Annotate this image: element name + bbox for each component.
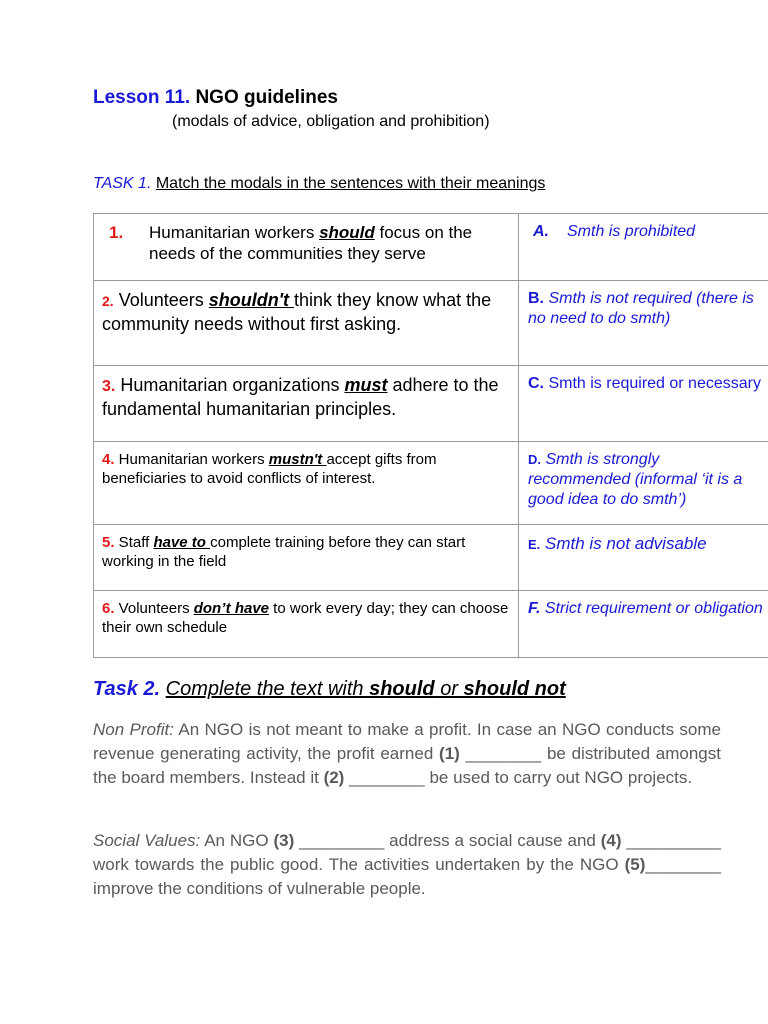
paragraph-text: address a social cause and — [389, 831, 601, 850]
sentence-text: Humanitarian workers — [149, 223, 320, 242]
gap-number: (3) — [273, 831, 295, 850]
task2-word: should — [369, 678, 435, 700]
table-row — [94, 525, 768, 591]
paragraph-heading: Social Values: — [93, 831, 201, 850]
sentence-number: 1. — [109, 223, 124, 242]
gap-number: (4) — [600, 831, 622, 850]
sentence-cell — [94, 366, 519, 442]
sentence-number: 4. — [102, 451, 115, 468]
sentence-number: 2. — [102, 293, 114, 309]
sentence-number: 5. — [102, 534, 115, 551]
gap-blank: ________ — [344, 768, 430, 787]
meaning-cell — [519, 525, 768, 591]
sentence-text: Humanitarian workers — [114, 451, 269, 468]
gap-blank: _________ — [294, 831, 390, 850]
meaning-cell — [519, 442, 768, 525]
meaning-cell — [519, 214, 768, 281]
sentence-text: complete training before they can start working in the field — [102, 534, 466, 570]
meaning-text: Smth is strongly recommended (informal ‘it is a good idea to do smth’) — [528, 451, 743, 508]
sentence-text: adhere to the fundamental humanitarian principles. — [102, 375, 499, 419]
paragraph-social-values — [93, 829, 721, 901]
modal-word: should — [319, 223, 375, 242]
gap-blank: ________ — [645, 855, 721, 874]
meaning-text: Smth is not advisable — [540, 534, 707, 553]
meaning-text: Smth is prohibited — [567, 223, 696, 240]
sentence-number: 3. — [102, 378, 116, 395]
lesson-subtitle: (modals of advice, obligation and prohibition) — [172, 113, 490, 130]
gap-number: (5) — [624, 855, 646, 874]
sentence-text: to work every day; they can choose their own schedule — [102, 600, 509, 636]
sentence-text: accept gifts from beneficiaries to avoid conflicts of interest. — [102, 451, 437, 487]
sentence-text: Humanitarian organizations — [115, 375, 345, 395]
sentence-cell — [94, 591, 519, 658]
meaning-text: Smth is required or necessary — [544, 375, 761, 392]
sentence-text: Staff — [114, 534, 154, 551]
table-row — [94, 366, 768, 442]
paragraph-text: be distributed amongst the board members. Instead it — [93, 744, 721, 787]
table-row — [94, 442, 768, 525]
sentence-cell — [94, 442, 519, 525]
meaning-letter: B. — [528, 290, 544, 307]
sentence-text: Volunteers — [114, 600, 194, 617]
paragraph-text: be used to carry out NGO projects. — [429, 768, 693, 787]
gap-blank: ________ — [459, 744, 547, 763]
lesson-title — [93, 87, 338, 109]
task1-instruction — [93, 175, 545, 193]
table-row — [94, 591, 768, 658]
task2-text-part: or — [434, 678, 464, 700]
task1-text: Match the modals in the sentences with their meanings — [155, 175, 546, 192]
paragraph-text: An NGO — [200, 831, 274, 850]
modal-word: must — [344, 375, 388, 395]
sentence-cell — [94, 525, 519, 591]
gap-number: (1) — [439, 744, 460, 763]
modal-word: shouldn't — [208, 290, 295, 310]
paragraph-text: improve the conditions of vulnerable people. — [93, 879, 426, 898]
meaning-letter: C. — [528, 375, 544, 392]
gap-blank: __________ — [621, 831, 721, 850]
sentence-text: think they know what the community needs without first asking. — [102, 290, 492, 334]
task2-word: should not — [463, 678, 566, 700]
sentence-cell — [94, 214, 519, 281]
gap-number: (2) — [323, 768, 345, 787]
matching-table — [93, 213, 768, 658]
table-row — [94, 281, 768, 366]
task2-text-part: Complete the text with — [165, 678, 370, 700]
task2-label: Task 2. — [93, 678, 161, 700]
meaning-text: Smth is not required (there is no need to do smth) — [528, 290, 754, 327]
meaning-letter: D. — [528, 452, 541, 467]
table-row — [94, 214, 768, 281]
modal-word: have to — [153, 534, 211, 551]
meaning-cell — [519, 591, 768, 658]
sentence-text: Volunteers — [113, 290, 209, 310]
paragraph-text: An NGO is not meant to make a profit. In case an NGO conducts some revenue generating activity, the profit earned — [93, 720, 722, 763]
modal-word: mustn't — [268, 451, 327, 468]
meaning-letter: A. — [533, 223, 549, 240]
task2-instruction — [93, 678, 566, 701]
sentence-text: focus on the needs of the communities they serve — [149, 223, 473, 263]
lesson-heading: NGO guidelines — [195, 87, 338, 108]
meaning-letter: E. — [528, 537, 541, 552]
meaning-cell — [519, 366, 768, 442]
lesson-number: Lesson 11. — [93, 87, 191, 108]
paragraph-heading: Non Profit: — [93, 720, 174, 739]
sentence-number: 6. — [102, 600, 115, 617]
meaning-text: Strict requirement or obligation — [540, 600, 763, 617]
paragraph-non-profit — [93, 718, 721, 790]
task2-text — [166, 678, 566, 700]
paragraph-text: work towards the public good. The activities undertaken by the NGO — [93, 855, 625, 874]
sentence-cell — [94, 281, 519, 366]
modal-word: don’t have — [193, 600, 270, 617]
meaning-cell — [519, 281, 768, 366]
task1-label: TASK 1. — [93, 175, 152, 192]
meaning-letter: F. — [528, 600, 541, 617]
